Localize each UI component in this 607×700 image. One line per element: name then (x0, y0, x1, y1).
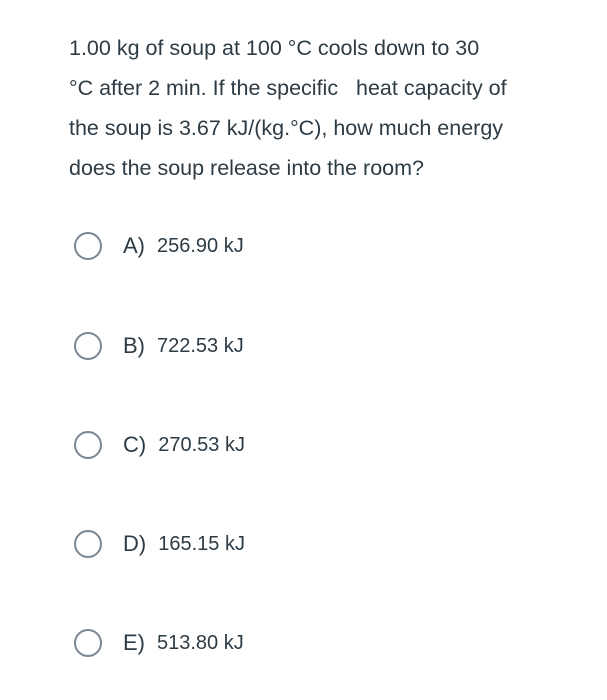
question-text (69, 28, 569, 188)
answer-option-e[interactable] (74, 626, 244, 660)
radio-button-c[interactable] (74, 431, 102, 459)
question-line: the soup is 3.67 kJ/(kg.°C), how much energy (69, 116, 504, 140)
question-line: does the soup release into the room? (69, 156, 424, 180)
option-letter: D) (123, 531, 147, 556)
option-value: 256.90 kJ (157, 234, 244, 257)
question-line: 1.00 kg of soup at 100 °C cools down to 30 (69, 36, 480, 60)
option-value: 270.53 kJ (158, 433, 245, 456)
option-letter: E) (123, 630, 145, 655)
radio-button-d[interactable] (74, 530, 102, 558)
question-line: °C after 2 min. If the specific heat capacity of (69, 76, 507, 100)
radio-button-b[interactable] (74, 332, 102, 360)
answer-option-a[interactable] (74, 229, 244, 263)
answer-option-b[interactable] (74, 329, 244, 363)
answer-option-c[interactable] (74, 428, 245, 462)
option-letter: A) (123, 233, 145, 258)
option-value: 722.53 kJ (157, 334, 244, 357)
answer-option-d[interactable] (74, 527, 245, 561)
radio-button-a[interactable] (74, 232, 102, 260)
option-value: 513.80 kJ (157, 631, 244, 654)
radio-button-e[interactable] (74, 629, 102, 657)
option-letter: B) (123, 333, 145, 358)
option-value: 165.15 kJ (158, 532, 245, 555)
option-letter: C) (123, 432, 147, 457)
